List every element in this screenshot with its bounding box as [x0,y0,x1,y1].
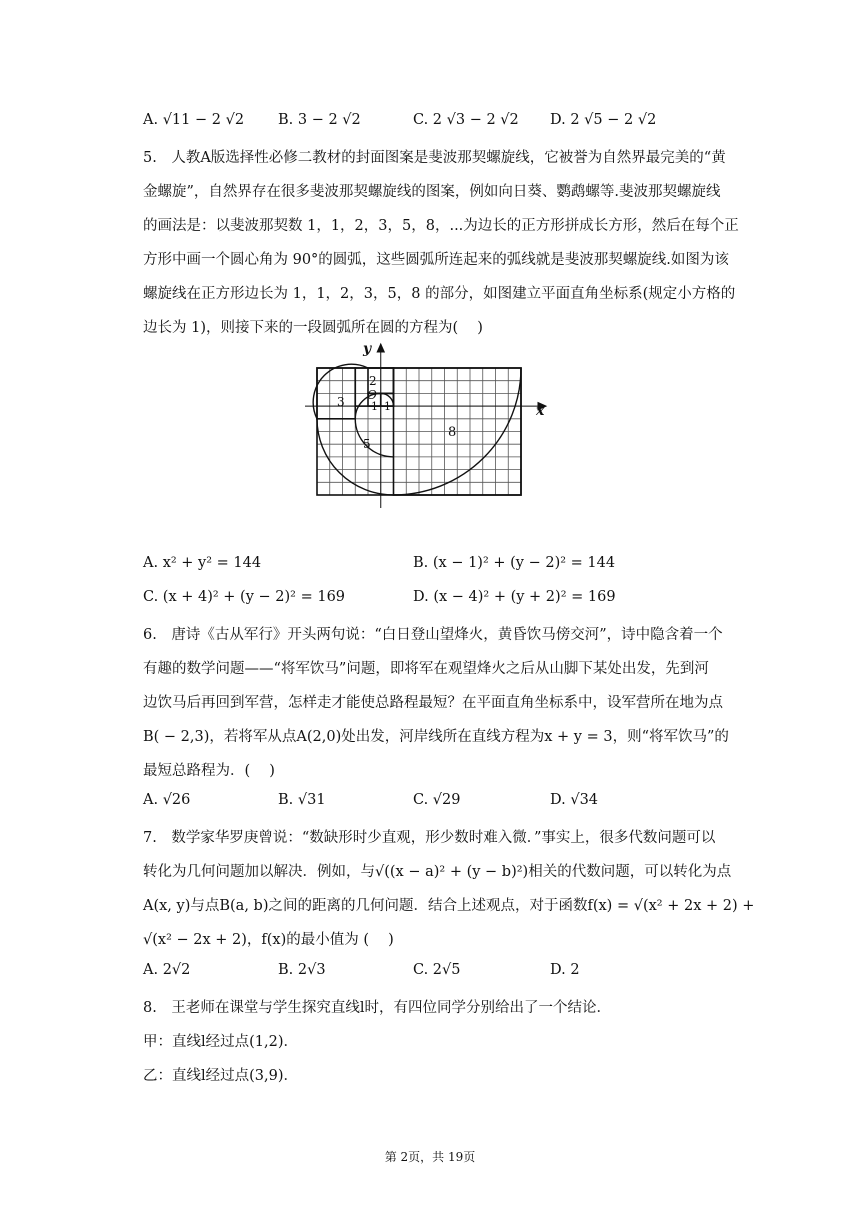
q7-option-b: B. 2√3 [278,962,326,978]
spiral [313,364,521,495]
q7-line-3: A(x, y)与点B(a, b)之间的距离的几何问题．结合上述观点，对于函数f(x) = √(x² + 2x + 2) + [143,898,755,914]
square-label-1b: 1 [384,400,391,413]
q5-option-c: C. (x + 4)² + (y − 2)² = 169 [143,589,346,605]
square-label-8: 8 [448,425,457,440]
q5-option-d: D. (x − 4)² + (y + 2)² = 169 [413,589,616,605]
q5-option-a: A. x² + y² = 144 [143,555,262,571]
q7-line-4: √(x² − 2x + 2)，f(x)的最小值为 ( ) [143,932,394,948]
q6-line-2: 有趣的数学问题——“将军饮马”问题，即将军在观望烽火之后从山脚下某处出发，先到河 [143,661,709,677]
y-axis-label: y [363,341,372,357]
q5-line-3: 的画法是：以斐波那契数 1，1，2，3，5，8，...为边长的正方形拼成长方形，然后在每个正 [143,218,739,234]
square-label-1a: 1 [371,400,378,413]
q4-option-d: D. 2 √5 − 2 √2 [550,112,657,128]
q6-option-d: D. √34 [550,792,599,808]
fibonacci-spiral-figure [300,340,560,515]
q6-line-1: 6. 唐诗《古从军行》开头两句说：“白日登山望烽火，黄昏饮马傍交河”，诗中隐含着一个 [143,627,723,643]
q6-line-5: 最短总路程为．( ) [143,763,275,779]
q8-line-2: 甲：直线l经过点(1,2)． [143,1034,299,1050]
q4-option-b: B. 3 − 2 √2 [278,112,361,128]
q6-option-a: A. √26 [143,792,191,808]
q6-option-b: B. √31 [278,792,326,808]
x-axis-label: x [536,403,545,419]
q7-option-a: A. 2√2 [143,962,191,978]
q4-option-a: A. √11 − 2 √2 [143,112,245,128]
q5-line-4: 方形中画一个圆心角为 90°的圆弧，这些圆弧所连起来的弧线就是斐波那契螺旋线.如图为该 [143,252,729,268]
page-footer: 第 2页，共 19页 [384,1150,476,1164]
q6-option-c: C. √29 [413,792,461,808]
origin-label: O [367,388,377,402]
q7-option-c: C. 2√5 [413,962,461,978]
q6-line-4: B( − 2,3)，若将军从点A(2,0)处出发，河岸线所在直线方程为x + y = 3，则“将军饮马”的 [143,729,729,745]
q5-line-6: 边长为 1)，则接下来的一段圆弧所在圆的方程为( ) [143,320,483,336]
q8-line-3: 乙：直线l经过点(3,9)． [143,1068,299,1084]
q5-line-2: 金螺旋”，自然界存在很多斐波那契螺旋线的图案，例如向日葵、鹦鹉螺等.斐波那契螺旋线 [143,184,721,200]
square-label-2: 2 [369,374,377,388]
square-label-3: 3 [337,395,345,409]
q6-line-3: 边饮马后再回到军营，怎样走才能使总路程最短？在平面直角坐标系中，设军营所在地为点 [143,695,723,711]
grid [317,368,521,495]
q7-line-1: 7. 数学家华罗庚曾说：“数缺形时少直观，形少数时难入微．”事实上，很多代数问题可以 [143,830,716,846]
q5-line-1: 5. 人教A版选择性必修二教材的封面图案是斐波那契螺旋线，它被誉为自然界最完美的“黄 [143,150,726,166]
square-label-5: 5 [363,437,371,451]
q5-option-b: B. (x − 1)² + (y − 2)² = 144 [413,555,616,571]
q4-option-c: C. 2 √3 − 2 √2 [413,112,519,128]
q7-option-d: D. 2 [550,962,580,978]
q8-line-1: 8. 王老师在课堂与学生探究直线l时，有四位同学分别给出了一个结论． [143,1000,611,1016]
q5-line-5: 螺旋线在正方形边长为 1，1，2，3，5，8 的部分，如图建立平面直角坐标系(规定小方格的 [143,286,736,302]
q7-line-2: 转化为几何问题加以解决．例如，与√((x − a)² + (y − b)²)相关的代数问题，可以转化为点 [143,864,732,880]
